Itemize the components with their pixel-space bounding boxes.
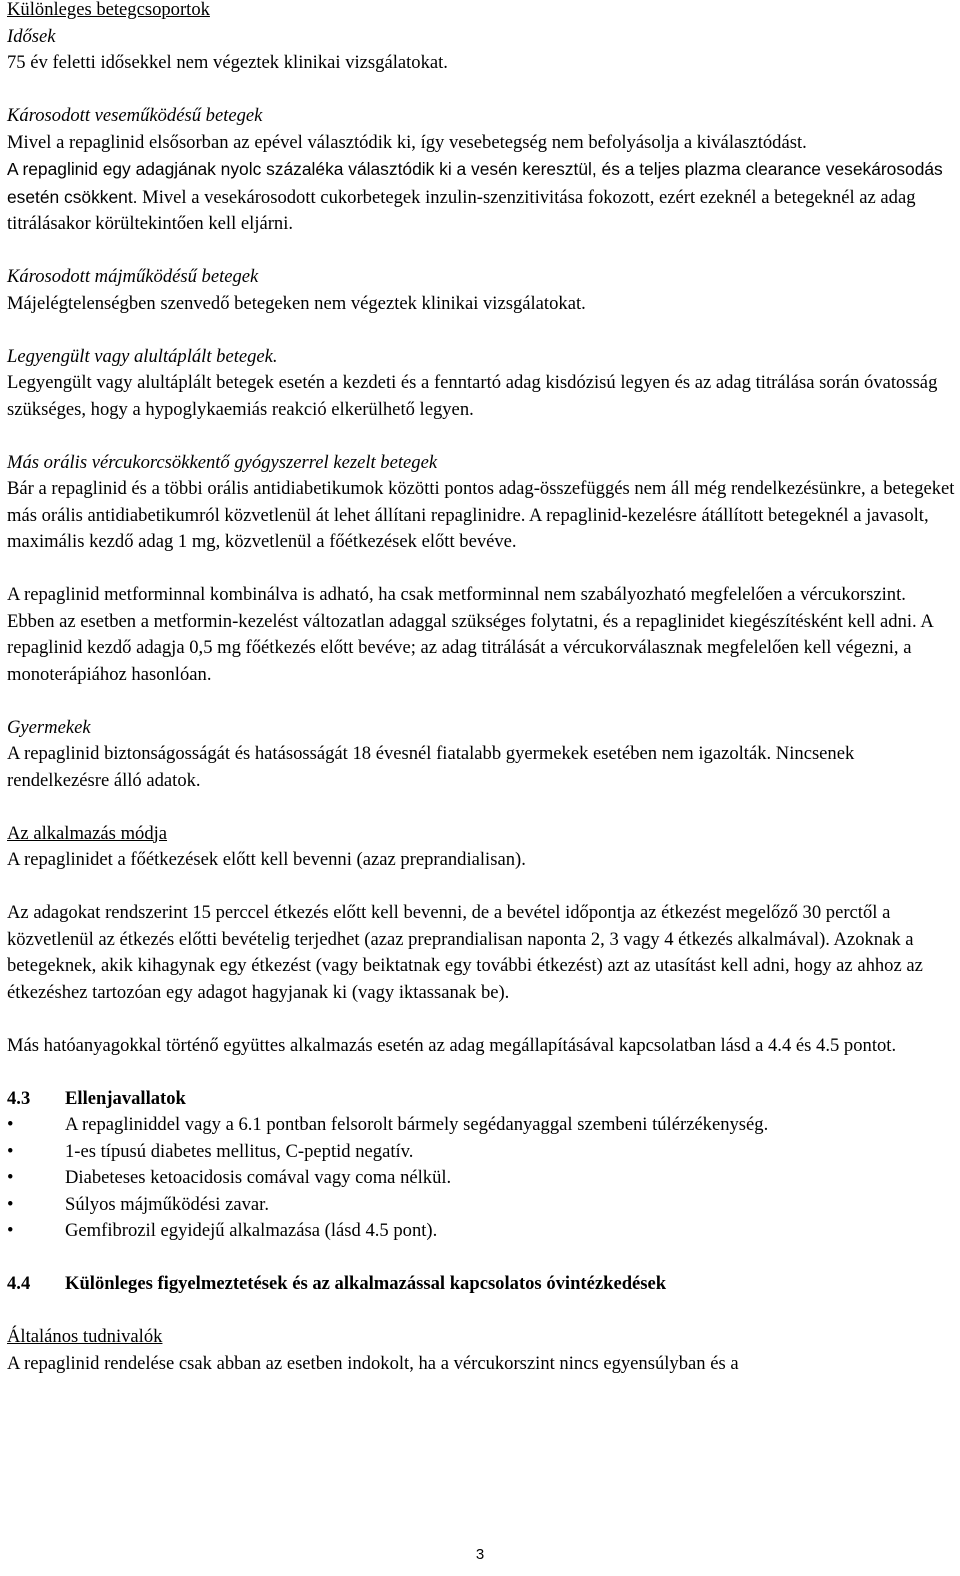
section-4-4-title: Különleges figyelmeztetések és az alkalmazással kapcsolatos óvintézkedések [65,1273,667,1294]
hepatic-text: Májelégtelenségben szenvedő betegeken nem végeztek klinikai vizsgálatokat. [7,292,586,314]
weak-patients-title: Legyengült vagy alultáplált betegek. [7,345,278,367]
bullet-icon: • [7,1114,14,1135]
section-4-3-number: 4.3 [7,1087,31,1109]
hepatic-title: Károsodott májműködésű betegek [7,266,259,287]
other-antidiabetics-title: Más orális vércukorcsökkentő gyógyszerrel kezelt betegek [7,451,438,473]
weak-patients-text: Legyengült vagy alultáplált betegek esetén a kezdeti és a fenntartó adag kisdózisú legyen és az adag titrálása során óvatosság szükséges, hogy a hypoglykaemiás reakció elkerülhető legyen. [7,372,938,420]
general-info-text: A repaglinid rendelése csak abban az esetben indokolt, ha a vércukorszint nincs egyensúlyban és a [7,1352,739,1374]
renal-paragraph-2 [7,156,955,238]
list-item-text: Súlyos májműködési zavar. [65,1193,269,1215]
other-antidiabetics-paragraph-1: Bár a repaglinid és a többi orális antidiabetikumok közötti pontos adag-összefüggés nem áll még rendelkezésünkre, a betegeket más orális antidiabetikumról közvetlenül át lehet állítani repaglinidre. A repaglinid-kezelésre átállított betegeknél a javasolt, maximális kezdő adag 1 mg, közvetlenül a főétkezések előtt bevéve. [7,478,955,552]
renal-paragraph-2a: A repaglinid egy adagjának nyolc százaléka választódik ki a vesén keresztül, és a teljes plazma clearance vesekárosodás esetén csökkent. [7,159,943,207]
administration-paragraph-1: A repaglinidet a főétkezések előtt kell bevenni (azaz preprandialisan). [7,849,526,870]
renal-paragraph-2b: Mivel a vesekárosodott cukorbetegek inzulin-szenzitivitása fokozott, ezért ezeknél a betegeknél az adag titrálásakor körültekintően kell eljárni. [7,186,916,234]
list-item [7,1218,955,1245]
children-title: Gyermekek [7,716,91,738]
list-item [7,1165,955,1192]
bullet-icon: • [7,1193,14,1215]
list-item-text: A repagliniddel vagy a 6.1 pontban felsorolt bármely segédanyaggal szembeni túlérzékenység. [65,1114,769,1135]
renal-paragraph-1: Mivel a repaglinid elsősorban az epével választódik ki, így vesebetegség nem befolyásolja a kiválasztódást. [7,131,807,153]
list-item-text: Gemfibrozil egyidejű alkalmazása (lásd 4.5 pont). [65,1220,438,1241]
section-4-4-heading [7,1271,955,1298]
section-4-4-number: 4.4 [7,1273,31,1294]
list-item [7,1112,955,1139]
metformin-paragraph: A repaglinid metforminnal kombinálva is adható, ha csak metforminnal nem szabályozható megfelelően a vércukorszint. Ebben az esetben a metformin-kezelést változatlan adaggal szükséges folytatni, és a repaglinidet kiegészítésként kell adni. A repaglinid kezdő adagja 0,5 mg főétkezés előtt bevéve; az adag titrálását a vércukorválasznak megfelelően kell végezni, a monoterápiához hasonlóan. [7,584,933,685]
list-item-text: Diabeteses ketoacidosis comával vagy coma nélkül. [65,1167,452,1188]
general-info-heading: Általános tudnivalók [7,1326,163,1347]
administration-heading: Az alkalmazás módja [7,822,168,844]
special-groups-heading: Különleges betegcsoportok [7,0,210,20]
document-page [7,0,955,1377]
page-number: 3 [475,1546,485,1563]
bullet-icon: • [7,1220,14,1241]
list-item [7,1192,955,1219]
list-item-text: 1-es típusú diabetes mellitus, C-peptid negatív. [65,1140,414,1162]
administration-paragraph-2: Az adagokat rendszerint 15 perccel étkezés előtt kell bevenni, de a bevétel időpontja az étkezést megelőző 30 perctől a közvetlenül az étkezés előtti bevételig terjedhet (azaz preprandialisan naponta 2, 3 vagy 4 étkezés alkalmával). Azoknak a betegeknek, akik kihagynak egy étkezést (vagy beiktatnak egy további étkezést) azt az utasítást kell adni, hogy az ahhoz az étkezéshez tartozóan egy adagot hagyjanak ki (vagy iktassanak be). [7,902,923,1003]
bullet-icon: • [7,1140,14,1162]
section-4-3-title: Ellenjavallatok [65,1087,186,1109]
bullet-icon: • [7,1167,14,1188]
contraindications-list [7,1112,955,1245]
renal-title: Károsodott veseműködésű betegek [7,105,263,126]
elderly-text: 75 év feletti idősekkel nem végeztek klinikai vizsgálatokat. [7,52,448,73]
section-4-3-heading [7,1086,955,1113]
list-item [7,1139,955,1166]
children-text: A repaglinid biztonságosságát és hatásosságát 18 évesnél fiatalabb gyermekek esetében nem igazolták. Nincsenek rendelkezésre álló adatok. [7,743,855,791]
elderly-title: Idősek [7,25,56,47]
administration-paragraph-3: Más hatóanyagokkal történő együttes alkalmazás esetén az adag megállapításával kapcsolatban lásd a 4.4 és 4.5 pontot. [7,1034,897,1056]
